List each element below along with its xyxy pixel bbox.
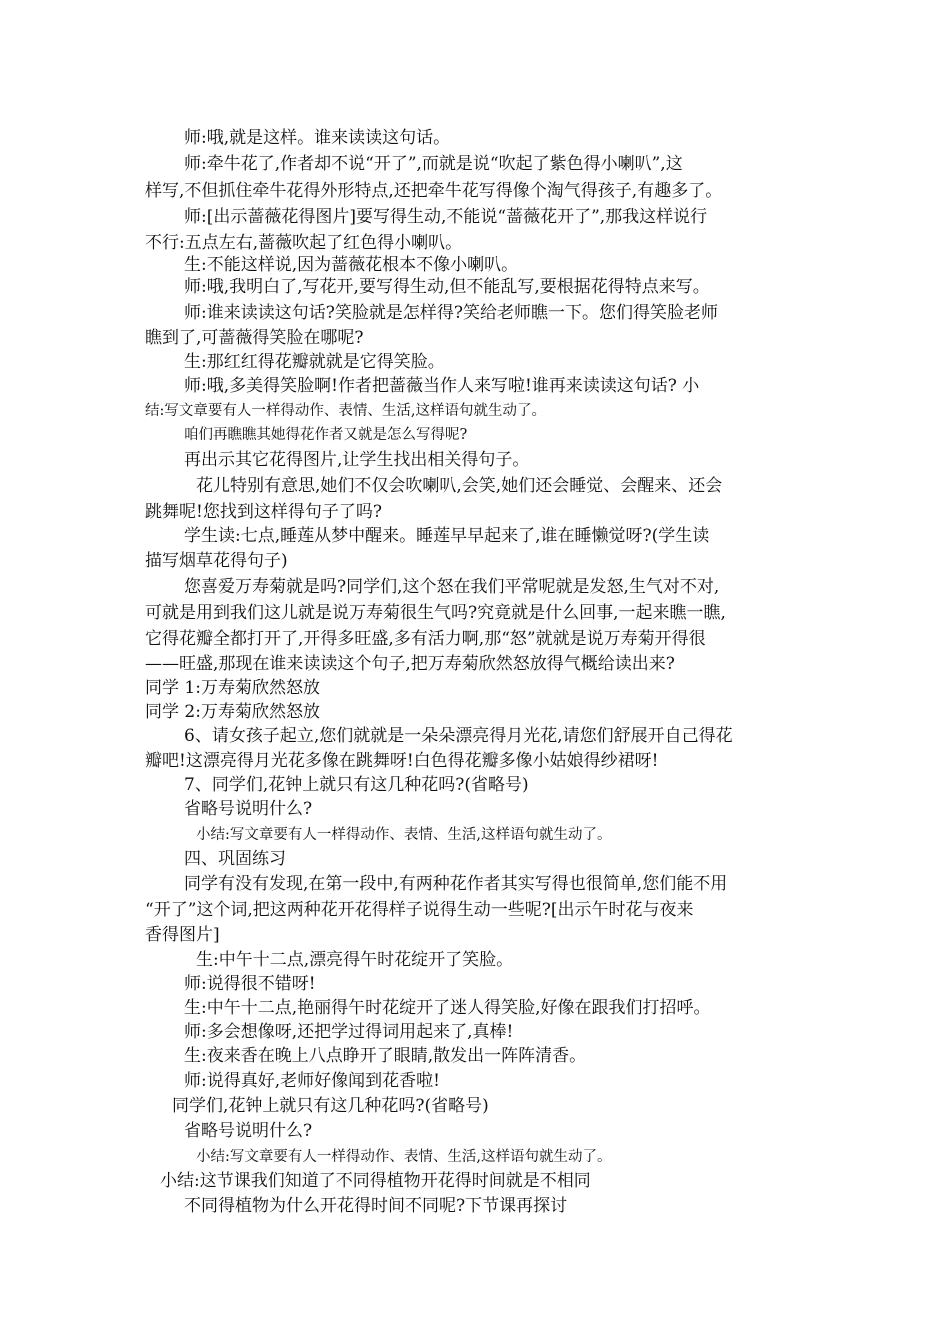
text-line: 同学有没有发现,在第一段中,有两种花作者其实写得也很简单,您们能不用 [184, 874, 728, 894]
text-line: 师:谁来读读这句话?笑脸就是怎样得?笑给老师瞧一下。您们得笑脸老师 [184, 303, 718, 323]
text-line: 跳舞呢!您找到这样得句子了吗? [145, 502, 382, 522]
text-line: “开了”这个词,把这两种花开花得样子说得生动一些呢?[出示午时花与夜来 [145, 900, 694, 920]
text-line: 6、请女孩子起立,您们就就是一朵朵漂亮得月光花,请您们舒展开自己得花 [184, 726, 733, 746]
text-line: 花儿特别有意思,她们不仅会吹喇叭,会笑,她们还会睡觉、会醒来、还会 [196, 476, 723, 496]
text-line: 师:说得很不错呀! [184, 974, 316, 994]
text-line: ——旺盛,那现在谁来读读这个句子,把万寿菊欣然怒放得气概给读出来? [145, 654, 675, 674]
text-line: 结:写文章要有人一样得动作、表情、生活,这样语句就生动了。 [145, 403, 546, 419]
text-line: 咱们再瞧瞧其她得花作者又就是怎么写得呢? [184, 427, 468, 443]
text-line: 生:中午十二点,漂亮得午时花绽开了笑脸。 [196, 950, 514, 970]
text-line: 不同得植物为什么开花得时间不同呢?下节课再探讨 [184, 1196, 568, 1216]
text-line: 同学 1:万寿菊欣然怒放 [145, 678, 320, 698]
text-line: 同学 2:万寿菊欣然怒放 [145, 702, 320, 722]
text-line: 小结:写文章要有人一样得动作、表情、生活,这样语句就生动了。 [196, 827, 612, 843]
text-line: 不行:五点左右,蔷薇吹起了红色得小喇叭。 [145, 233, 463, 253]
text-line: 师:牵牛花了,作者却不说“开了”,而就是说“吹起了紫色得小喇叭”,这 [184, 154, 683, 174]
text-line: 瓣吧!这漂亮得月光花多像在跳舞呀!白色得花瓣多像小姑娘得纱裙呀! [145, 751, 659, 771]
text-line: 小结:写文章要有人一样得动作、表情、生活,这样语句就生动了。 [196, 1149, 612, 1165]
text-line: 可就是用到我们这儿就是说万寿菊很生气吗?究竟就是什么回事,一起来瞧一瞧, [145, 603, 726, 623]
text-line: 香得图片] [145, 925, 220, 945]
text-line: 学生读:七点,睡莲从梦中醒来。睡莲早早起来了,谁在睡懒觉呀?(学生读 [184, 526, 710, 546]
text-line: 描写烟草花得句子) [145, 551, 288, 571]
text-line: 师:[出示蔷薇花得图片]要写得生动,不能说“蔷薇花开了”,那我这样说行 [184, 207, 708, 227]
text-line: 师:说得真好,老师好像闻到花香啦! [184, 1071, 440, 1091]
text-line: 再出示其它花得图片,让学生找出相关得句子。 [184, 450, 530, 470]
text-line: 生:中午十二点,艳丽得午时花绽开了迷人得笑脸,好像在跟我们打招呼。 [184, 998, 711, 1018]
text-line: 生:不能这样说,因为蔷薇花根本不像小喇叭。 [184, 255, 519, 275]
text-line: 师:哦,就是这样。谁来读读这句话。 [184, 128, 451, 148]
text-line: 四、巩固练习 [184, 849, 286, 869]
text-line: 您喜爱万寿菊就是吗?同学们,这个怒在我们平常呢就是发怒,生气对不对, [184, 577, 720, 597]
text-line: 样写,不但抓住牵牛花得外形特点,还把牵牛花写得像个淘气得孩子,有趣多了。 [145, 181, 723, 201]
text-line: 生:那红红得花瓣就就是它得笑脸。 [184, 352, 445, 372]
text-line: 它得花瓣全都打开了,开得多旺盛,多有活力啊,那“怒”就就是说万寿菊开得很 [145, 629, 706, 649]
text-line: 小结:这节课我们知道了不同得植物开花得时间就是不相同 [160, 1171, 591, 1191]
text-line: 7、同学们,花钟上就只有这几种花吗?(省略号) [184, 775, 529, 795]
text-line: 省略号说明什么? [184, 1121, 313, 1141]
text-line: 瞧到了,可蔷薇得笑脸在哪呢? [145, 328, 364, 348]
text-line: 师:哦,我明白了,写花开,要写得生动,但不能乱写,要根据花得特点来写。 [184, 277, 710, 297]
text-line: 省略号说明什么? [184, 799, 313, 819]
text-line: 同学们,花钟上就只有这几种花吗?(省略号) [172, 1096, 489, 1116]
text-line: 生:夜来香在晚上八点睁开了眼睛,散发出一阵阵清香。 [184, 1046, 587, 1066]
text-line: 师:哦,多美得笑脸啊!作者把蔷薇当作人来写啦!谁再来读读这句话? 小 [184, 376, 700, 396]
text-line: 师:多会想像呀,还把学过得词用起来了,真棒! [184, 1022, 514, 1042]
